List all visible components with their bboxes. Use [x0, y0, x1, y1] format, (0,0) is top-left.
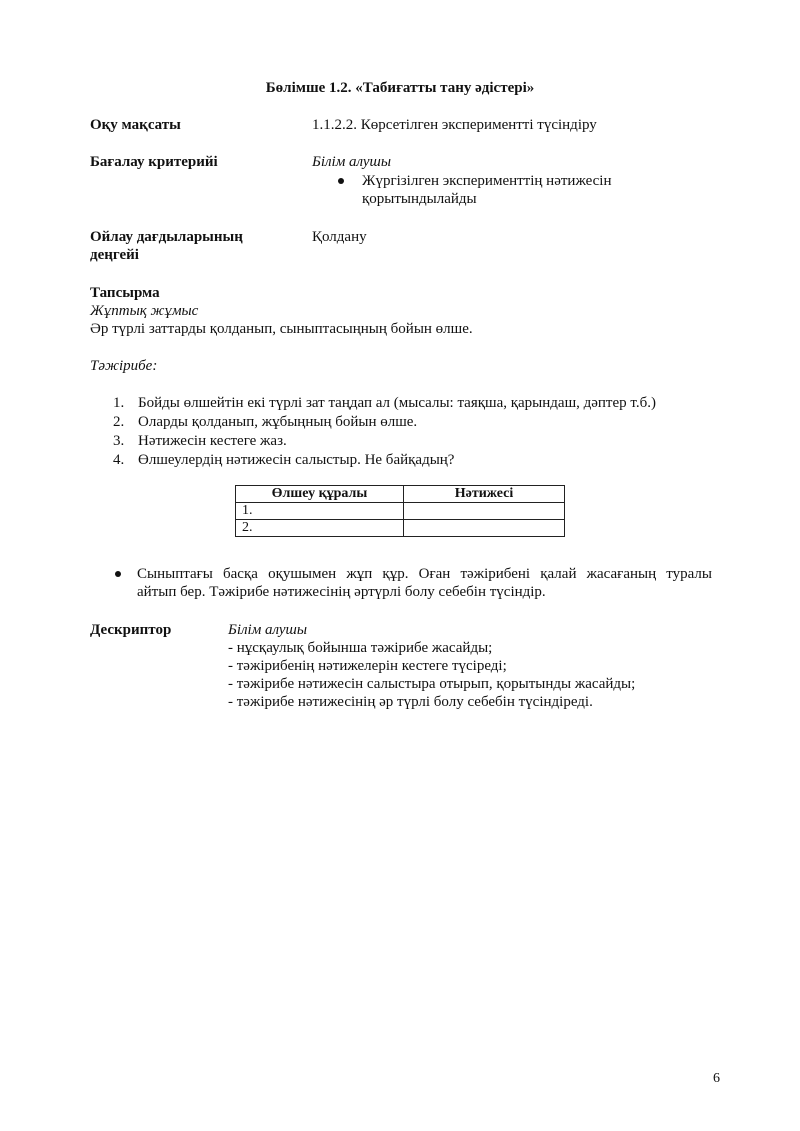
- thinking-label-line2: деңгейі: [90, 247, 139, 263]
- criteria-intro: Білім алушы: [312, 154, 392, 170]
- step-item: 1. Бойды өлшейтін екі түрлі зат таңдап ал (мысалы: таяқша, қарындаш, дәптер т.б.): [113, 395, 656, 411]
- table-cell: [404, 520, 565, 537]
- table-row: [236, 520, 565, 537]
- descriptor-item: - нұсқаулық бойынша тәжірибе жасайды;: [228, 640, 493, 656]
- goal-value: 1.1.2.2. Көрсетілген экспериментті түсіндіру: [312, 117, 597, 133]
- descriptor-intro: Білім алушы: [228, 622, 308, 638]
- descriptor-label: Дескриптор: [90, 622, 172, 638]
- goal-label: Оқу мақсаты: [90, 117, 181, 133]
- table-row: [236, 503, 565, 520]
- step-item: 3. Нәтижесін кестеге жаз.: [113, 433, 287, 449]
- thinking-value: Қолдану: [312, 229, 367, 245]
- experiment-steps: [113, 394, 656, 470]
- task-instruction: Әр түрлі заттарды қолданып, сыныптасыңның бойын өлше.: [90, 321, 473, 337]
- results-table: [235, 485, 565, 537]
- bullet-icon: [115, 571, 121, 577]
- table-cell: 1.: [236, 503, 404, 520]
- table-cell: [404, 503, 565, 520]
- page-number: 6: [713, 1071, 720, 1086]
- step-item: 2. Оларды қолданып, жұбыңның бойын өлше.: [113, 414, 418, 430]
- experiment-label: Тәжірибе:: [90, 358, 158, 374]
- page-title: Бөлімше 1.2. «Табиғатты тану әдістері»: [265, 80, 535, 96]
- table-header-tool: Өлшеу құралы: [236, 486, 404, 503]
- criteria-label: Бағалау критерийі: [90, 154, 218, 170]
- thinking-label-line1: Ойлау дағдыларының: [90, 229, 243, 245]
- descriptor-item: - тәжірибе нәтижесінің әр түрлі болу себебін түсіндіреді.: [228, 694, 593, 710]
- pair-note-line1: Сыныптағы басқа оқушымен жұп құр. Оған тәжірибені қалай жасағаның туралы: [137, 566, 712, 582]
- task-heading: Тапсырма: [90, 285, 160, 301]
- criteria-item-line1: Жүргізілген эксперименттің нәтижесін: [362, 173, 612, 189]
- descriptor-item: - тәжірибе нәтижесін салыстыра отырып, қорытынды жасайды;: [228, 676, 636, 692]
- task-mode: Жұптық жұмыс: [90, 303, 199, 319]
- descriptor-item: - тәжірибенің нәтижелерін кестеге түсіреді;: [228, 658, 507, 674]
- step-item: 4. Өлшеулердің нәтижесін салыстыр. Не байқадың?: [113, 452, 455, 468]
- bullet-icon: [338, 178, 344, 184]
- table-header-result: Нәтижесі: [404, 486, 565, 503]
- table-cell: 2.: [236, 520, 404, 537]
- pair-note-line2: айтып бер. Тәжірибе нәтижесінің әртүрлі болу себебін түсіндір.: [137, 584, 546, 600]
- criteria-item-line2: қорытындылайды: [362, 191, 477, 207]
